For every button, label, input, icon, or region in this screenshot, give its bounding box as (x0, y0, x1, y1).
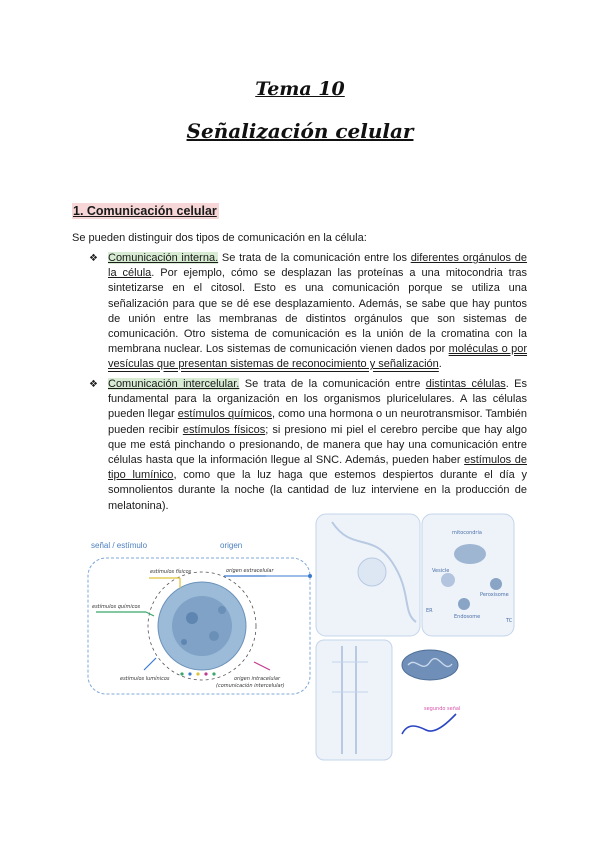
tema-heading: Tema 10 (255, 78, 345, 100)
diamond-bullet-icon: ❖ (89, 379, 98, 390)
arrow-luminicos (144, 658, 156, 670)
underlined-phrase: estímulos físicos (182, 423, 266, 436)
organelle-illustration (312, 512, 532, 764)
label-quimicos: estímulos químicos (92, 604, 141, 610)
nucleolus (186, 612, 198, 624)
panel-cilium (316, 640, 392, 760)
bullet-text: , como que la luz haga que estemos despiertos durante el día y somnolientos durante la noche (la cantidad de luz interviene en la producción de melatonina). (108, 469, 527, 512)
caption-senal: señal / estímulo (91, 541, 148, 550)
caption-origen: origen (220, 541, 243, 550)
label-fisicos: estímulos físicos (150, 569, 192, 575)
organelle (218, 606, 226, 614)
rna-strand (402, 714, 456, 734)
organelle (209, 631, 219, 641)
peroxisome-circle (490, 578, 502, 590)
label-extracelular: origen extracelular (226, 568, 274, 574)
vesicle-circle (441, 573, 455, 587)
intro-paragraph: Se pueden distinguir dos tipos de comunicación en la célula: (72, 232, 367, 244)
bullet-text: . Por ejemplo, cómo se desplazan las proteínas a una mitocondria tras sintetizarse en el citosol. Esto es una comunicación porque se utiliza una señalización para que se dé ese desplazamiento. Además, se sabe que hay puntos de unión entre las membranas de distintos orgánulos que son sistemas de comunicación. Otro sistema de comunicación es la unión de la cromatina con la membrana nuclear. Los sistemas de comunicación vienen dados por (108, 267, 527, 356)
underlined-phrase: estímulos de tipo lumínico (108, 454, 527, 482)
label-luminicos: estímulos lumínicos (120, 676, 170, 682)
cell-nucleus (172, 596, 232, 656)
bullet-comunicacion-interna (89, 251, 528, 373)
arrow-intracelular (254, 662, 270, 670)
section-heading: 1. Comunicación celular (73, 204, 217, 218)
bullet-text: Se trata de la comunicación entre los (218, 252, 411, 264)
underlined-phrase: diferentes orgánulos de la célula (108, 252, 528, 280)
underlined-phrase: distintas células (425, 378, 506, 390)
label-rna: segundo señal (424, 706, 461, 712)
bullet-text: . Es fundamental para la organización en los organismos pluricelulares. A las células pueden llegar (108, 378, 528, 421)
diamond-bullet-icon: ❖ (89, 253, 98, 264)
bullet-text: . (438, 358, 442, 371)
underlined-phrase: estímulos químicos (177, 408, 272, 421)
label-vesicle: Vesicle (432, 568, 450, 574)
mitochondria-small (454, 544, 486, 564)
label-intracelular: origen intracelular (234, 676, 281, 682)
underlined-phrase: moléculas o por vesículas que presentan sistemas de reconocimiento y señalización (108, 343, 527, 371)
bullet-comunicacion-intercelular (89, 377, 528, 514)
bullet-text: Se trata de la comunicación entre (239, 378, 426, 390)
bullet-term: Comunicación intercelular. (108, 378, 240, 390)
label-mito: mitocondria (452, 530, 482, 536)
organelle (181, 639, 187, 645)
label-tc: TC (506, 618, 513, 624)
bullet-term: Comunicación interna. (108, 252, 219, 264)
signal-origin-diagram (84, 550, 320, 700)
arrow-quimicos (146, 612, 154, 616)
label-intracelular-2: (comunicación intercelular) (216, 683, 285, 689)
label-endosome: Endosome (454, 614, 481, 620)
label-er: ER (426, 608, 433, 614)
endosome-circle (458, 598, 470, 610)
bullet-text: , como una hormona o un neurotransmisor. También pueden recibir (108, 408, 527, 436)
label-peroxisome: Peroxisome (480, 592, 509, 598)
mitochondria-large (402, 650, 458, 680)
page-title: Señalización celular (186, 119, 414, 143)
bullet-text: ; si presiono mi piel el cerebro percibe que hay algo que me está pinchando o presionando, de manera que hay una comunicación entre células hasta que la información llegue al SNC. Además, pueden haber (108, 423, 527, 467)
